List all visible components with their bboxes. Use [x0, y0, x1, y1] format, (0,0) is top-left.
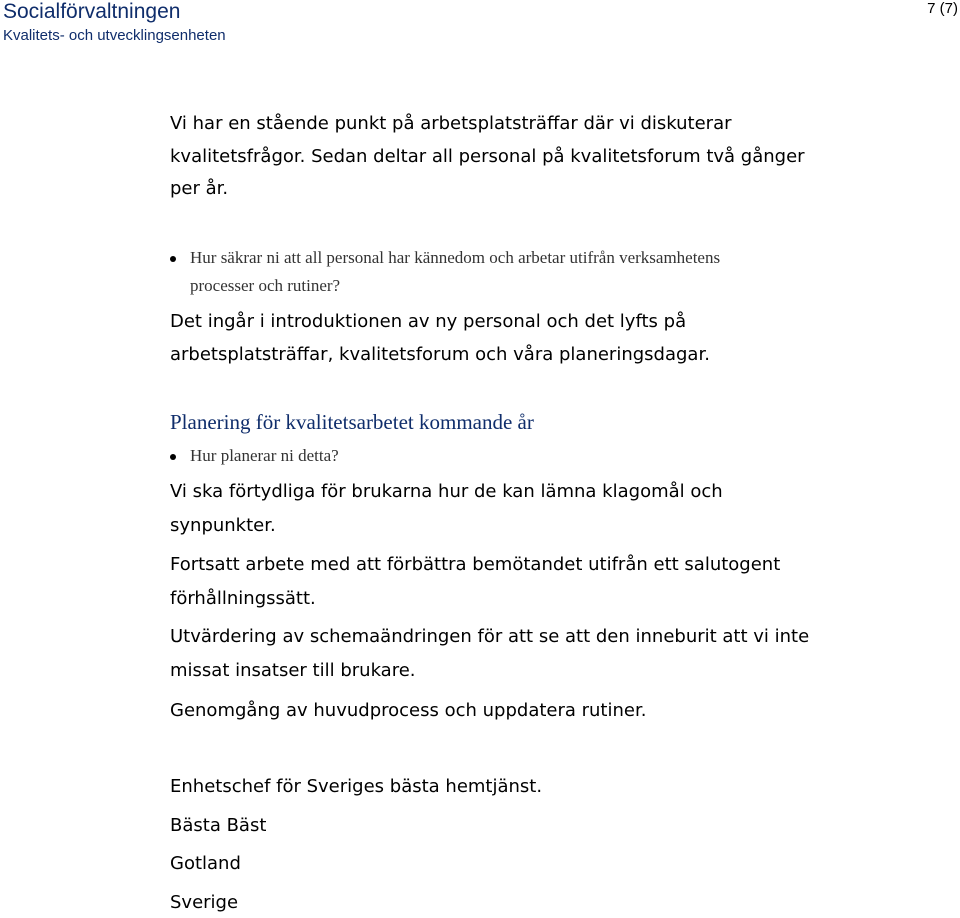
- plan-line: Genomgång av huvudprocess och uppdatera rutiner.: [170, 700, 647, 721]
- signature-name: Bästa Bäst: [170, 815, 267, 836]
- section-heading: Planering för kvalitetsarbetet kommande år: [170, 410, 534, 434]
- answer-line: Det ingår i introduktionen av ny personal och det lyfts på: [170, 311, 687, 332]
- bullet-dot-icon: [170, 256, 176, 262]
- plan-line: Utvärdering av schemaändringen för att se att den inneburit att vi inte: [170, 626, 810, 647]
- signature-country: Sverige: [170, 892, 239, 913]
- question-text: Hur planerar ni detta?: [190, 446, 339, 465]
- paragraph-line: per år.: [170, 178, 229, 199]
- paragraph-line: Vi har en stående punkt på arbetsplatsträffar där vi diskuterar: [170, 113, 732, 134]
- plan-line: Vi ska förtydliga för brukarna hur de kan lämna klagomål och: [170, 481, 723, 502]
- plan-line: synpunkter.: [170, 515, 276, 536]
- plan-line: missat insatser till brukare.: [170, 660, 416, 681]
- plan-line: förhållningssätt.: [170, 588, 316, 609]
- page-number: 7 (7): [927, 0, 958, 17]
- header-unit: Kvalitets- och utvecklingsenheten: [3, 27, 226, 44]
- plan-line: Fortsatt arbete med att förbättra bemötandet utifrån ett salutogent: [170, 554, 781, 575]
- question-text-continued: processer och rutiner?: [190, 276, 341, 295]
- answer-line: arbetsplatsträffar, kvalitetsforum och våra planeringsdagar.: [170, 344, 710, 365]
- question-text: Hur säkrar ni att all personal har kännedom och arbetar utifrån verksamhetens: [190, 248, 721, 267]
- header-org: Socialförvaltningen: [3, 0, 181, 23]
- paragraph-line: kvalitetsfrågor. Sedan deltar all personal på kvalitetsforum två gånger: [170, 146, 805, 167]
- signature-location: Gotland: [170, 853, 241, 874]
- bullet-dot-icon: [170, 454, 176, 460]
- signature-title: Enhetschef för Sveriges bästa hemtjänst.: [170, 776, 543, 797]
